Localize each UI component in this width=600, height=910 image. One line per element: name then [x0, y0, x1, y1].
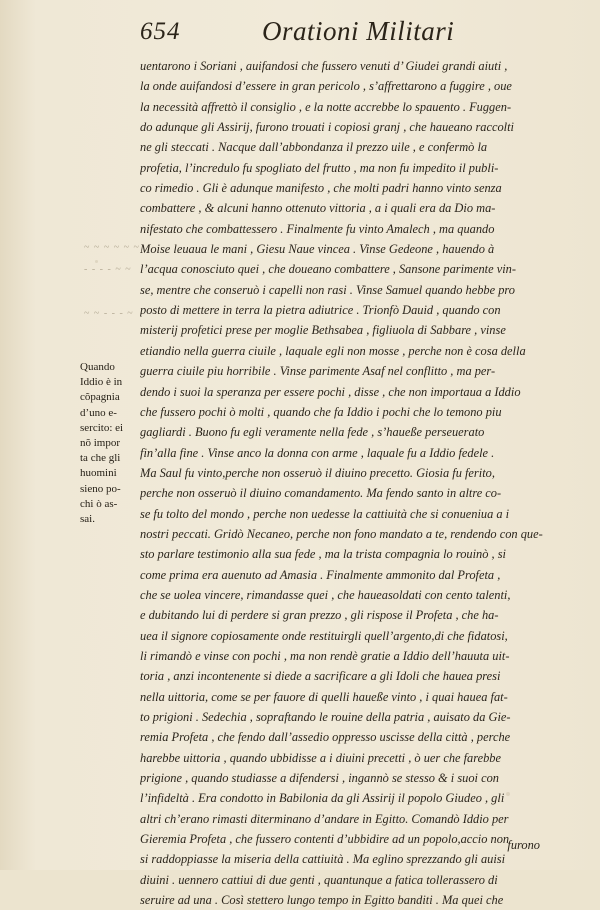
text-line: l’acqua conosciuto quei , che doueano combattere , Sansone parimente vin-: [140, 262, 516, 277]
catchword: furono: [507, 838, 540, 852]
page-header: [140, 14, 580, 48]
text-line: nella uittoria, come se per fauore di quelli haueße vinto , i quai hauea fat-: [140, 689, 508, 704]
text-line: seruire ad una . Così stettero lungo tempo in Egitto banditi . Ma quei che: [140, 893, 504, 908]
margin-note-line: nõ impor: [80, 437, 121, 450]
text-line: la necessità affrettò il consiglio , e la notte accrebbe lo spauento . Fuggen-: [140, 99, 512, 114]
margin-note-line: huomini: [80, 467, 117, 480]
margin-note: [80, 360, 138, 527]
text-line: Moise leuaua le mani , Giesu Naue vincea . Vinse Gedeone , hauendo à: [140, 242, 495, 257]
text-line: gagliardi . Buono fu egli veramente nella fede , s’haueße perseuerato: [140, 425, 485, 440]
text-line: sto parlare testimonio alla sua fede , ma la trista compagnia lo rouinò , si: [140, 547, 506, 562]
text-line: se fu tolto del mondo , perche non uedesse la cattiuità che si conueniua a i: [140, 506, 510, 521]
show-through-text: ~ ~ ~ ~ ~ ~: [84, 242, 140, 253]
text-line: l’infideltà . Era condotto in Babilonia da gli Assirij il popolo Giudeo , gli: [140, 791, 505, 806]
show-through-text: ~ ~ - - - ~: [84, 308, 134, 319]
text-line: nostri peccati. Gridò Necaneo, perche non fono mandato a te, rendendo con que-: [140, 526, 543, 541]
text-line: guerra ciuile piu horribile . Vinse parimente Asaf nel conflitto , ma per-: [140, 364, 496, 379]
text-line: che fussero pochi ò molti , quando che fa Iddio i pochi che lo temono piu: [140, 404, 502, 419]
show-through-text: - - - - ~ ~: [84, 264, 132, 275]
foxing-spot: [95, 260, 98, 263]
text-line: e dubitando lui di perdere si gran prezzo , gli rispose il Profeta , che ha-: [140, 608, 499, 623]
margin-note-line: d’uno e-: [80, 406, 117, 419]
text-line: perche non osseruò il diuino comandamento. Ma fendo santo in altre co-: [140, 486, 502, 501]
text-line: posto di mettere in terra la pietra adiutrice . Trionfò Dauid , quando con: [140, 303, 501, 318]
text-line: Ma Saul fu vinto,perche non osseruò il diuino precetto. Giosia fu ferito,: [140, 465, 495, 480]
text-line: li rimandò e vinse con pochi , ma non rendè gratie a Iddio dell’hauuta uit-: [140, 648, 510, 663]
margin-note-line: sieno po-: [80, 482, 121, 495]
margin-note-line: Iddio è in: [80, 376, 123, 389]
text-line: to prigioni . Sedechia , sopraftando le rouine della patria , auisato da Gie-: [140, 710, 511, 724]
running-head: Orationi Militari: [262, 16, 455, 46]
text-line: se, mentre che conseruò i capelli non rasi . Vinse Samuel quando hebbe pro: [140, 282, 515, 297]
text-line: do adunque gli Assirij, furono trouati i copiosi granj , che haueano raccolti: [140, 120, 514, 135]
text-line: Gieremia Profeta , che fussero contenti d’ubbidire ad un popolo,accio non: [140, 832, 510, 847]
text-line: uea il signore copiosamente onde restituirgli quell’argento,di che fidatosi,: [140, 628, 508, 643]
text-line: come prima era auenuto ad Amasia . Finalmente ammonito dal Profeta ,: [140, 567, 501, 582]
margin-note-line: cõpagnia: [80, 391, 120, 404]
text-line: dendo i suoi la speranza per essere pochi , disse , che non importaua a Iddio: [140, 384, 521, 399]
text-line: etiandio nella guerra ciuile , laquale egli non mosse , perche non è cosa della: [140, 343, 526, 358]
text-line: altri ch’erano rimasti diterminano d’andare in Egitto. Comandò Iddio per: [140, 811, 509, 826]
text-line: diuini . uennero cattiui di due genti , quantunque a fatica tollerassero di: [140, 872, 498, 887]
page-number: 654: [140, 18, 181, 45]
text-line: la onde auifandosi d’essere in gran pericolo , s’affrettarono a fuggire , oue: [140, 79, 512, 94]
text-line: misterij profetici prese per moglie Bethsabea , figliuola di Sabbare , vinse: [140, 323, 506, 338]
text-line: harebbe uittoria , quando ubbidisse a i diuini precetti , ò uer che farebbe: [140, 750, 501, 765]
text-line: combattere , & alcuni hanno ottenuto vittoria , a i quali era da Dio ma-: [140, 201, 496, 216]
text-line: co rimedio . Gli è adunque manifesto , che molti padri hanno vinto senza: [140, 181, 502, 196]
text-line: si raddoppiasse la miseria della cattiuità . Ma eglino sprezzando gli auisi: [140, 852, 506, 867]
text-line: remia Profeta , che fendo dall’assedio oppresso uscisse della città , perche: [140, 730, 511, 745]
text-line: uentarono i Soriani , auifandosi che fussero venuti d’ Giudei grandi aiuti ,: [140, 59, 508, 73]
text-line: nifestato che combattessero . Finalmente fu vinto Amalech , ma quando: [140, 221, 495, 236]
margin-note-line: sercito: ei: [80, 421, 124, 434]
text-line: toria , anzi incontenente si diede a sacrificare a gli Idoli che hauea presi: [140, 669, 501, 684]
body-text: [140, 56, 580, 910]
text-line: che se uolea vincere, rimandasse quei , che haueasoldati con cento talenti,: [140, 587, 511, 602]
margin-note-line: ta che gli: [80, 452, 121, 465]
text-line: prigione , quando studiasse a difendersi , ingannò se stesso & i suoi con: [140, 771, 499, 786]
text-line: ne gli steccati . Nacque dall’abbondanza il prezzo uile , e confermò la: [140, 140, 488, 155]
margin-note-line: Quando: [80, 361, 115, 373]
text-line: fin’alla fine . Vinse anco la donna con arme , laquale fu a Iddio fedele .: [140, 445, 495, 460]
text-line: profetia, l’incredulo fu spogliato del frutto , ma non fu impedito il publi-: [140, 160, 499, 175]
margin-note-line: sai.: [80, 513, 95, 526]
margin-note-line: chi ò as-: [80, 497, 118, 510]
